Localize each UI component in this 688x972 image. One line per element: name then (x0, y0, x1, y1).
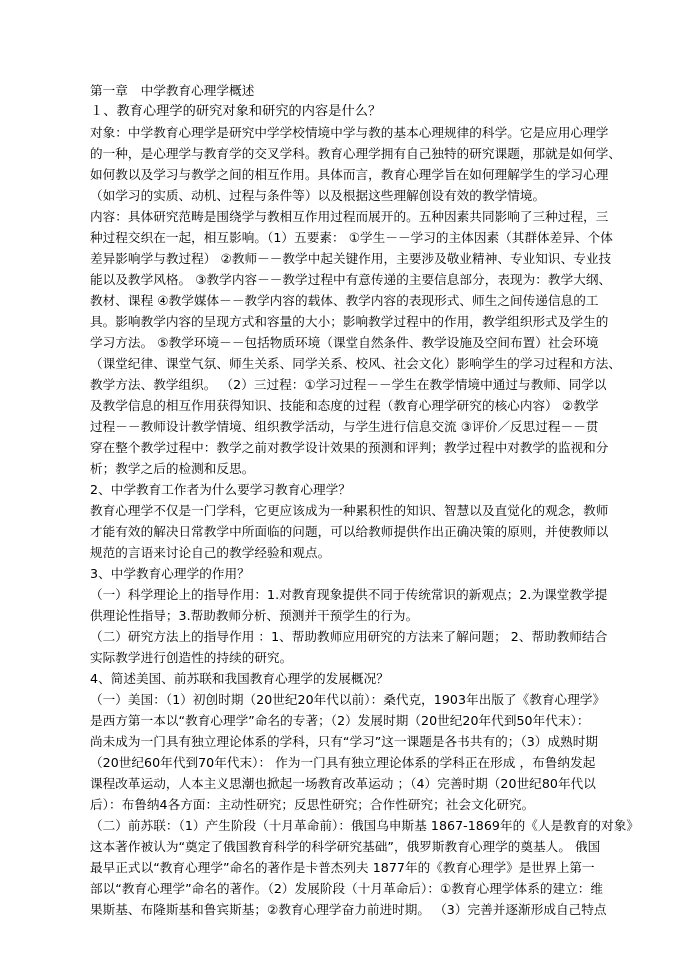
text-line: 这本著作被认为“奠定了俄国教育科学的科学研究基础”，俄罗斯教育心理学的奠基人。 俄国 (90, 839, 601, 854)
text-line: 种过程交织在一起，相互影响。（1）五要素： ①学生－－学习的主体因素（其群体差异、个体 (90, 230, 613, 245)
text-line: 后）：布鲁纳4各方面：主动性研究；反思性研究；合作性研究；社会文化研究。 (90, 797, 535, 812)
question-2-body (90, 500, 636, 563)
text-line: （课堂纪律、课堂气氛、师生关系、同学关系、校风、社会文化）影响学生的学习过程和方法、 (90, 356, 622, 371)
question-3-body (90, 584, 636, 668)
text-line: 能以及教学风格。 ③教学内容－－教学过程中有意传递的主要信息部分，表现为：教学大纲、 (90, 272, 612, 287)
text-line: 析；教学之后的检测和反思。 (90, 461, 255, 476)
question-1-title: １、教育心理学的研究对象和研究的内容是什么？ (90, 104, 382, 119)
text-line: 内容：具体研究范畴是围绕学与教相互作用过程而展开的。五种因素共同影响了三种过程，三 (90, 209, 609, 224)
text-line: 学习方法。 ⑤教学环境－－包括物质环境（课堂自然条件、教学设施及空间布置）社会环境 (90, 335, 599, 350)
text-line: 课程改革运动，人本主义思潮也掀起一场教育改革运动 ；（4）完善时期（20世纪80年代以 (90, 776, 596, 791)
text-line: （二）研究方法上的指导作用 ：1、帮助教师应用研究的方法来了解问题； 2、帮助教师结合 (90, 629, 608, 644)
text-line: 教材、课程 ④教学媒体－－教学内容的载体、教学内容的表现形式、师生之间传递信息的工 (90, 293, 599, 308)
text-line: 是西方第一本以“教育心理学”命名的专著；（2）发展时期（20世纪20年代到50年代末）： (90, 713, 590, 728)
text-line: （一）科学理论上的指导作用：1.对教育现象提供不同于传统常识的新观点；2.为课堂教学提 (90, 587, 608, 602)
text-line: 最早正式以“教育心理学”命名的著作是卡普杰列夫 1877年的《教育心理学》是世界上第一 (90, 860, 595, 875)
text-line: 过程－－教师设计教学情境、组织教学活动，与学生进行信息交流 ③评价／反思过程－－贯 (90, 419, 599, 434)
text-line: 规范的言语来讨论自己的教学经验和观点。 (90, 545, 331, 560)
question-2-title: 2、中学教育工作者为什么要学习教育心理学？ (90, 482, 351, 497)
question-4-body (90, 689, 640, 920)
text-line: 果斯基、布隆斯基和鲁宾斯基；②教育心理学奋力前进时期。 （3）完善并逐渐形成自己特点 (90, 902, 607, 917)
text-line: （二）前苏联：（1）产生阶段（十月革命前）：俄国乌申斯基 1867-1869年的《人是教育的对象》 (90, 818, 640, 833)
text-line: 如何教以及学习与教学之间的相互作用。具体而言，教育心理学旨在如何理解学生的学习心理 (90, 167, 609, 182)
chapter-title: 第一章 中学教育心理学概述 (90, 83, 255, 98)
text-line: 的一种，是心理学与教育学的交叉学科。教育心理学拥有自己独特的研究课题，那就是如何学、 (90, 146, 622, 161)
text-line: 部以“教育心理学”命名的著作。（2）发展阶段（十月革命后）：①教育心理学体系的建立：维 (90, 881, 604, 896)
question-3-title: 3、中学教育心理学的作用？ (90, 566, 250, 581)
question-4-title: 4、简述美国、前苏联和我国教育心理学的发展概况？ (90, 671, 389, 686)
text-line: （20世纪60年代到70年代末）： 作为一门具有独立理论体系的学科正在形成 ，布鲁纳发起 (90, 755, 596, 770)
text-line: 实际教学进行创造性的持续的研究。 (90, 650, 293, 665)
text-line: 供理论性指导；3.帮助教师分析、预测并干预学生的行为。 (90, 608, 419, 623)
text-line: 差异影响学与教过程） ②教师－－教学中起关键作用，主要涉及敬业精神、专业知识、专业技 (90, 251, 612, 266)
text-line: 对象：中学教育心理学是研究中学学校情境中学与教的基本心理规律的科学。它是应用心理学 (90, 125, 609, 140)
document-page (90, 80, 640, 920)
text-line: 教学方法、教学组织。 （2）三过程：①学习过程－－学生在教学情境中通过与教师、同学以 (90, 377, 607, 392)
text-line: 教育心理学不仅是一门学科，它更应该成为一种累积性的知识、智慧以及直觉化的观念，教师 (90, 503, 609, 518)
text-line: 才能有效的解决日常教学中所面临的问题，可以给教师提供作出正确决策的原则，并使教师以 (90, 524, 609, 539)
text-line: 及教学信息的相互作用获得知识、技能和态度的过程（教育心理学研究的核心内容） ②教学 (90, 398, 599, 413)
question-1-body (90, 122, 636, 479)
text-line: （一）美国：（1）初创时期（20世纪20年代以前）：桑代克，1903年出版了《教育心理学》 (90, 692, 606, 707)
text-line: （如学习的实质、动机、过程与条件等）以及根据这些理解创设有效的教学情境。 (90, 188, 546, 203)
text-line: 具。影响教学内容的呈现方式和容量的大小；影响教学过程中的作用，教学组织形式及学生的 (90, 314, 609, 329)
text-line: 尚未成为一门具有独立理论体系的学科，只有“学习”这一课题是各书共有的；（3）成熟时期 (90, 734, 599, 749)
text-line: 穿在整个教学过程中：教学之前对教学设计效果的预测和评判；教学过程中对教学的监视和分 (90, 440, 609, 455)
